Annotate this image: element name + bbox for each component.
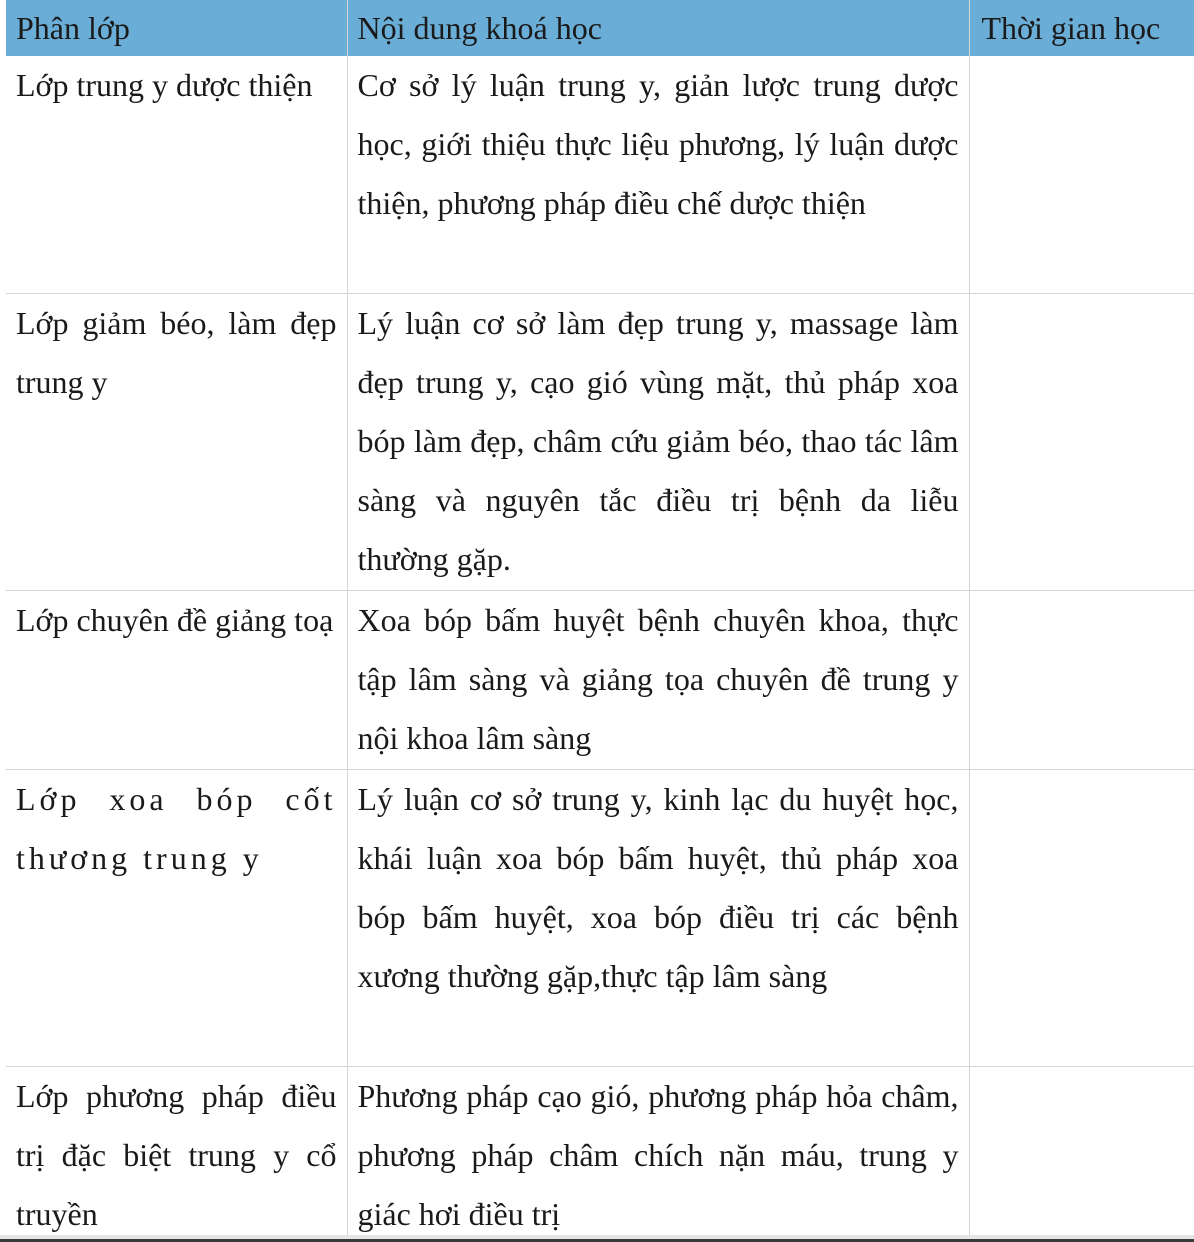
study-duration-cell	[969, 591, 1194, 770]
class-name-cell: Lớp phương pháp điều trị đặc biệt trung y cổ truyền	[6, 1067, 347, 1242]
table-row	[6, 1067, 1194, 1242]
table-row	[6, 56, 1194, 294]
study-duration-cell	[969, 770, 1194, 1067]
header-row	[6, 0, 1194, 56]
course-content-cell: Phương pháp cạo gió, phương pháp hỏa châm, phương pháp châm chích nặn máu, trung y giác hơi điều trị	[347, 1067, 969, 1242]
course-content-cell: Lý luận cơ sở trung y, kinh lạc du huyệt học, khái luận xoa bóp bấm huyệt, thủ pháp xoa bóp bấm huyệt, xoa bóp điều trị các bệnh xương thường gặp,thực tập lâm sàng	[347, 770, 969, 1067]
header-class-name: Phân lớp	[6, 0, 347, 56]
study-duration-cell	[969, 294, 1194, 591]
header-course-content: Nội dung khoá học	[347, 0, 969, 56]
table-row	[6, 770, 1194, 1067]
table-row	[6, 294, 1194, 591]
header-study-duration: Thời gian học	[969, 0, 1194, 56]
course-table	[6, 0, 1194, 1242]
class-name-cell: Lớp trung y dược thiện	[6, 56, 347, 294]
class-name-cell: Lớp xoa bóp cốt thương trung y	[6, 770, 347, 1067]
table-body	[6, 56, 1194, 1242]
table-header	[6, 0, 1194, 56]
class-name-cell: Lớp chuyên đề giảng toạ	[6, 591, 347, 770]
class-name-cell: Lớp giảm béo, làm đẹp trung y	[6, 294, 347, 591]
course-content-cell: Xoa bóp bấm huyệt bệnh chuyên khoa, thực tập lâm sàng và giảng tọa chuyên đề trung y nội khoa lâm sàng	[347, 591, 969, 770]
course-content-cell: Lý luận cơ sở làm đẹp trung y, massage làm đẹp trung y, cạo gió vùng mặt, thủ pháp xoa bóp làm đẹp, châm cứu giảm béo, thao tác lâm sàng và nguyên tắc điều trị bệnh da liễu thường gặp.	[347, 294, 969, 591]
study-duration-cell	[969, 56, 1194, 294]
table-row	[6, 591, 1194, 770]
study-duration-cell	[969, 1067, 1194, 1242]
course-content-cell: Cơ sở lý luận trung y, giản lược trung dược học, giới thiệu thực liệu phương, lý luận dược thiện, phương pháp điều chế dược thiện	[347, 56, 969, 294]
